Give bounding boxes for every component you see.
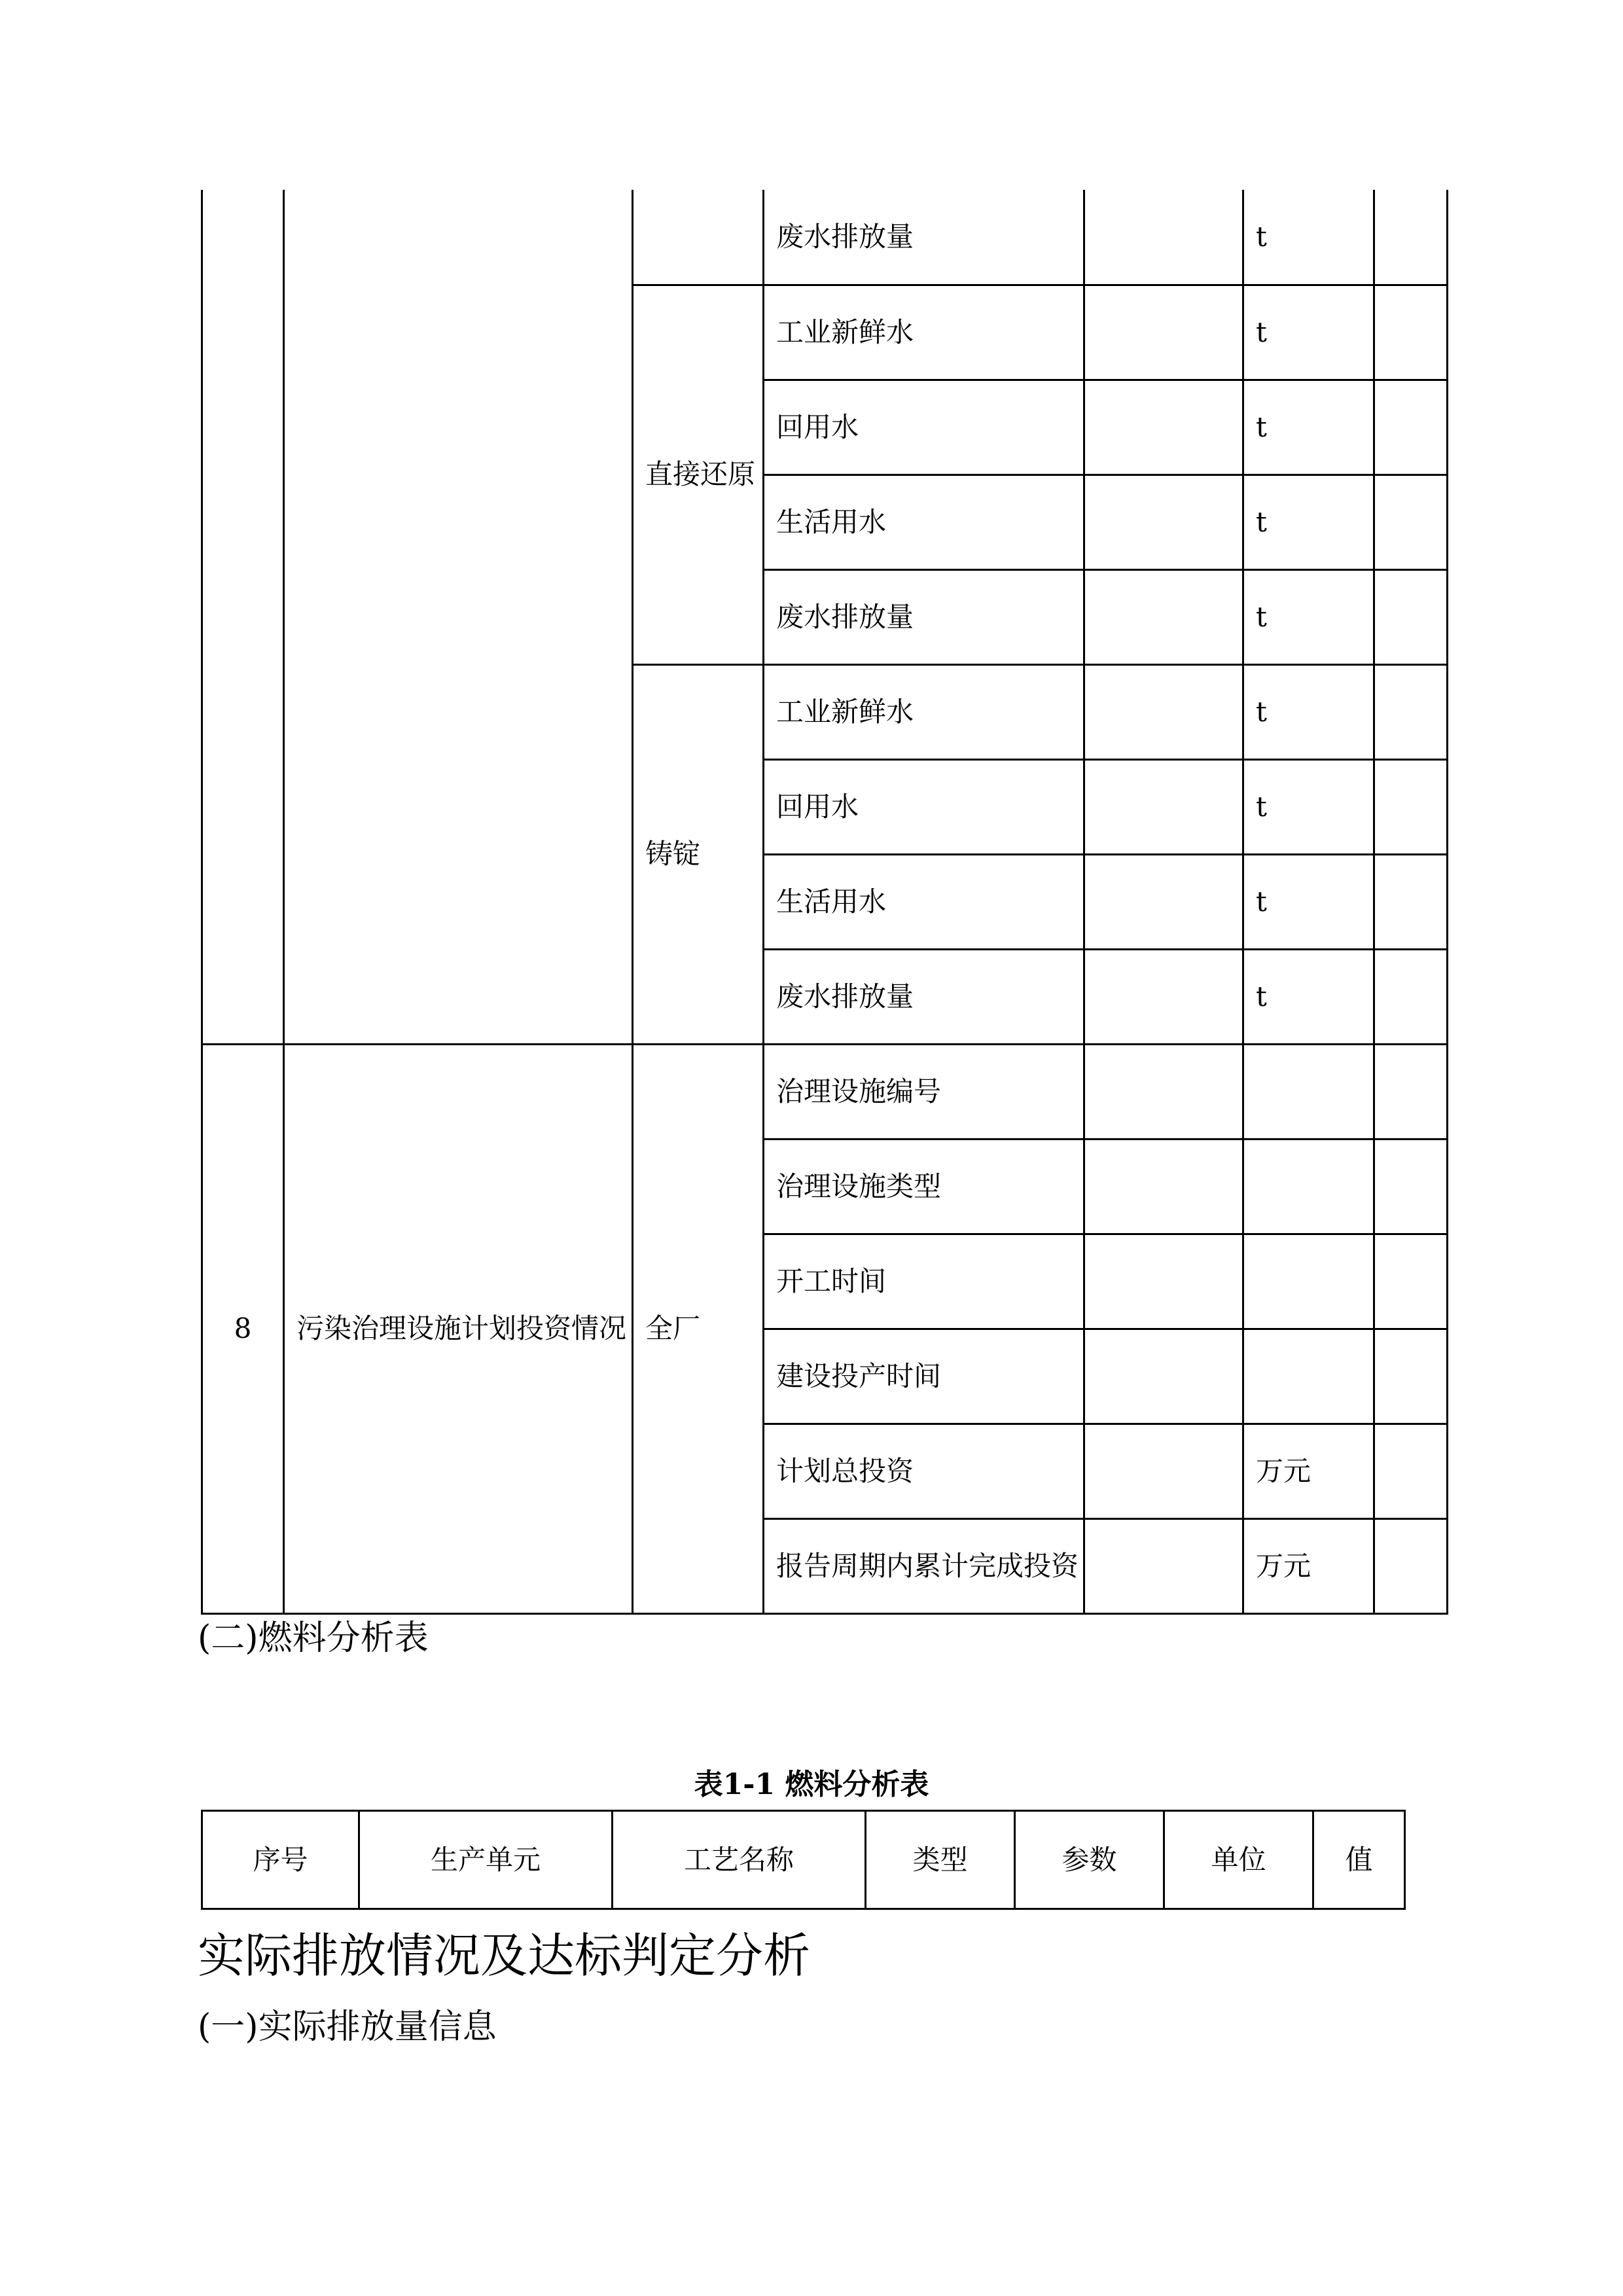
value-cell xyxy=(1084,1139,1243,1234)
indicator-cell: 回用水 xyxy=(764,380,1084,475)
remark-cell xyxy=(1374,1044,1448,1139)
indicator-cell: 回用水 xyxy=(764,759,1084,854)
unit-cell xyxy=(1243,1139,1374,1234)
indicator-cell: 生活用水 xyxy=(764,475,1084,569)
remark-cell xyxy=(1374,1329,1448,1424)
item-name-cell: 污染治理设施计划投资情况 xyxy=(284,1044,633,1613)
remark-cell xyxy=(1374,380,1448,475)
fuel-section-heading: (二)燃料分析表 xyxy=(198,1619,429,1658)
value-cell xyxy=(1084,285,1243,380)
indicator-cell: 治理设施类型 xyxy=(764,1139,1084,1234)
unit-cell: t xyxy=(1243,380,1374,475)
unit-cell: t xyxy=(1243,190,1374,285)
unit-cell xyxy=(1243,1329,1374,1424)
unit-cell: 万元 xyxy=(1243,1424,1374,1518)
table-row xyxy=(202,190,1448,285)
value-cell xyxy=(1084,854,1243,949)
value-cell xyxy=(1084,380,1243,475)
remark-cell xyxy=(1374,569,1448,664)
remark-cell xyxy=(1374,1518,1448,1613)
process-cell xyxy=(633,190,764,285)
indicator-cell: 工业新鲜水 xyxy=(764,285,1084,380)
remark-cell xyxy=(1374,1139,1448,1234)
item-name-cell xyxy=(284,190,633,1044)
header-cell: 序号 xyxy=(202,1811,359,1909)
value-cell xyxy=(1084,1329,1243,1424)
header-cell: 生产单元 xyxy=(359,1811,613,1909)
water-and-investment-table xyxy=(201,190,1448,1615)
table-row xyxy=(202,1044,1448,1139)
process-cell: 铸锭 xyxy=(633,664,764,1044)
header-cell: 参数 xyxy=(1015,1811,1164,1909)
remark-cell xyxy=(1374,664,1448,759)
remark-cell xyxy=(1374,949,1448,1044)
unit-cell xyxy=(1243,1234,1374,1329)
value-cell xyxy=(1084,190,1243,285)
unit-cell: t xyxy=(1243,475,1374,569)
indicator-cell: 废水排放量 xyxy=(764,569,1084,664)
header-cell: 工艺名称 xyxy=(613,1811,866,1909)
indicator-cell: 废水排放量 xyxy=(764,949,1084,1044)
unit-cell: t xyxy=(1243,949,1374,1044)
item-number-cell xyxy=(202,190,284,1044)
remark-cell xyxy=(1374,1234,1448,1329)
unit-cell: 万元 xyxy=(1243,1518,1374,1613)
unit-cell xyxy=(1243,1044,1374,1139)
indicator-cell: 建设投产时间 xyxy=(764,1329,1084,1424)
value-cell xyxy=(1084,1044,1243,1139)
item-number-cell: 8 xyxy=(202,1044,284,1613)
indicator-cell: 工业新鲜水 xyxy=(764,664,1084,759)
value-cell xyxy=(1084,1518,1243,1613)
remark-cell xyxy=(1374,475,1448,569)
remark-cell xyxy=(1374,1424,1448,1518)
value-cell xyxy=(1084,1234,1243,1329)
value-cell xyxy=(1084,475,1243,569)
indicator-cell: 报告周期内累计完成投资 xyxy=(764,1518,1084,1613)
remark-cell xyxy=(1374,854,1448,949)
indicator-cell: 计划总投资 xyxy=(764,1424,1084,1518)
value-cell xyxy=(1084,1424,1243,1518)
indicator-cell: 治理设施编号 xyxy=(764,1044,1084,1139)
value-cell xyxy=(1084,949,1243,1044)
value-cell xyxy=(1084,759,1243,854)
remark-cell xyxy=(1374,285,1448,380)
value-cell xyxy=(1084,664,1243,759)
process-cell: 直接还原 xyxy=(633,285,764,664)
process-cell: 全厂 xyxy=(633,1044,764,1613)
actual-emission-heading: 实际排放情况及达标判定分析 xyxy=(198,1928,811,1983)
actual-emission-subheading: (一)实际排放量信息 xyxy=(198,2007,497,2047)
table-header-row xyxy=(202,1811,1405,1909)
unit-cell: t xyxy=(1243,664,1374,759)
header-cell: 类型 xyxy=(866,1811,1015,1909)
indicator-cell: 开工时间 xyxy=(764,1234,1084,1329)
unit-cell: t xyxy=(1243,759,1374,854)
table-caption: 表1-1 燃料分析表 xyxy=(694,1768,929,1801)
unit-cell: t xyxy=(1243,285,1374,380)
unit-cell: t xyxy=(1243,569,1374,664)
unit-cell: t xyxy=(1243,854,1374,949)
header-cell: 值 xyxy=(1313,1811,1405,1909)
value-cell xyxy=(1084,569,1243,664)
header-cell: 单位 xyxy=(1164,1811,1313,1909)
remark-cell xyxy=(1374,190,1448,285)
fuel-analysis-table xyxy=(201,1810,1406,1910)
indicator-cell: 废水排放量 xyxy=(764,190,1084,285)
remark-cell xyxy=(1374,759,1448,854)
indicator-cell: 生活用水 xyxy=(764,854,1084,949)
